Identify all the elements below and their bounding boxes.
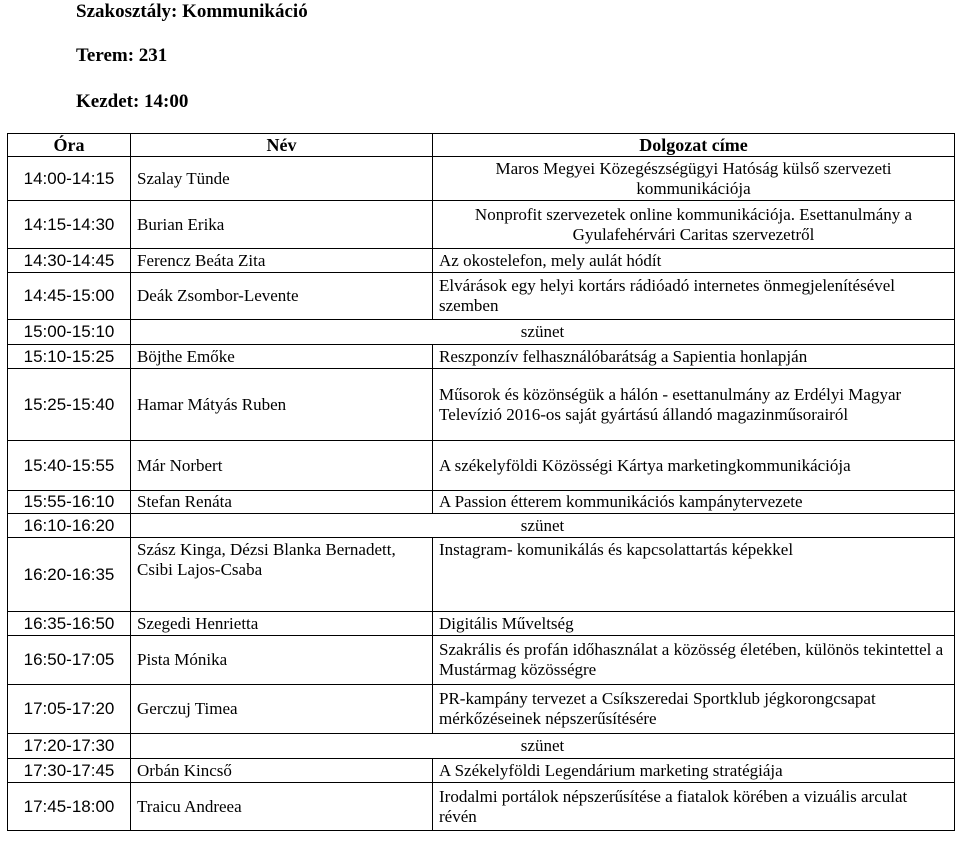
time-cell: 17:20-17:30	[8, 734, 131, 759]
room-label: Terem: 231	[76, 45, 168, 66]
title-cell: Műsorok és közönségük a hálón - esettanulmány az Erdélyi Magyar Televízió 2016-os saját gyártású állandó magazinműsorairól	[433, 369, 955, 441]
time-cell: 14:30-14:45	[8, 249, 131, 273]
name-cell: Orbán Kincső	[131, 759, 433, 783]
break-row	[8, 514, 955, 538]
time-cell: 15:00-15:10	[8, 320, 131, 345]
table-row	[8, 685, 955, 734]
table-row	[8, 441, 955, 491]
break-cell: szünet	[131, 514, 955, 538]
title-cell: Reszponzív felhasználóbarátság a Sapientia honlapján	[433, 345, 955, 369]
name-cell: Gerczuj Timea	[131, 685, 433, 734]
time-cell: 14:15-14:30	[8, 201, 131, 249]
title-cell: PR-kampány tervezet a Csíkszeredai Sportklub jégkorongcsapat mérkőzéseinek népszerűsítésére	[433, 685, 955, 734]
table-row	[8, 369, 955, 441]
column-header-time: Óra	[8, 134, 131, 157]
table-row	[8, 612, 955, 636]
time-cell: 15:40-15:55	[8, 441, 131, 491]
table-header-row	[8, 134, 955, 157]
table-row	[8, 759, 955, 783]
title-cell: Nonprofit szervezetek online kommunikációja. Esettanulmány a Gyulafehérvári Caritas szervezetről	[433, 201, 955, 249]
column-header-title: Dolgozat címe	[433, 134, 955, 157]
time-cell: 16:35-16:50	[8, 612, 131, 636]
title-cell: Digitális Műveltség	[433, 612, 955, 636]
time-cell: 17:45-18:00	[8, 783, 131, 831]
time-cell: 15:10-15:25	[8, 345, 131, 369]
name-cell: Traicu Andreea	[131, 783, 433, 831]
schedule-table	[7, 133, 955, 831]
title-cell: Az okostelefon, mely aulát hódít	[433, 249, 955, 273]
name-cell: Szalay Tünde	[131, 157, 433, 201]
title-cell: Szakrális és profán időhasználat a közösség életében, különös tekintettel a Mustármag közösségre	[433, 636, 955, 685]
name-cell: Szász Kinga, Dézsi Blanka Bernadett, Csibi Lajos-Csaba	[131, 538, 433, 612]
name-cell: Már Norbert	[131, 441, 433, 491]
time-cell: 14:45-15:00	[8, 273, 131, 320]
time-cell: 17:05-17:20	[8, 685, 131, 734]
title-cell: A székelyföldi Közösségi Kártya marketingkommunikációja	[433, 441, 955, 491]
table-row	[8, 201, 955, 249]
name-cell: Burian Erika	[131, 201, 433, 249]
time-cell: 16:50-17:05	[8, 636, 131, 685]
name-cell: Deák Zsombor-Levente	[131, 273, 433, 320]
table-row	[8, 538, 955, 612]
table-row	[8, 783, 955, 831]
name-cell: Pista Mónika	[131, 636, 433, 685]
column-header-name: Név	[131, 134, 433, 157]
title-cell: A Passion étterem kommunikációs kampánytervezete	[433, 491, 955, 514]
break-row	[8, 320, 955, 345]
section-title: Szakosztály: Kommunikáció	[76, 1, 308, 22]
start-time-label: Kezdet: 14:00	[76, 91, 189, 112]
name-cell: Ferencz Beáta Zita	[131, 249, 433, 273]
table-row	[8, 636, 955, 685]
table-row	[8, 491, 955, 514]
name-cell: Hamar Mátyás Ruben	[131, 369, 433, 441]
time-cell: 14:00-14:15	[8, 157, 131, 201]
title-cell: Instagram- komunikálás és kapcsolattartás képekkel	[433, 538, 955, 612]
table-row	[8, 249, 955, 273]
name-cell: Böjthe Emőke	[131, 345, 433, 369]
table-row	[8, 345, 955, 369]
title-cell: A Székelyföldi Legendárium marketing stratégiája	[433, 759, 955, 783]
name-cell: Stefan Renáta	[131, 491, 433, 514]
time-cell: 16:20-16:35	[8, 538, 131, 612]
time-cell: 17:30-17:45	[8, 759, 131, 783]
break-row	[8, 734, 955, 759]
break-cell: szünet	[131, 320, 955, 345]
break-cell: szünet	[131, 734, 955, 759]
title-cell: Irodalmi portálok népszerűsítése a fiatalok körében a vizuális arculat révén	[433, 783, 955, 831]
time-cell: 15:25-15:40	[8, 369, 131, 441]
title-cell: Elvárások egy helyi kortárs rádióadó internetes önmegjelenítésével szemben	[433, 273, 955, 320]
time-cell: 16:10-16:20	[8, 514, 131, 538]
table-row	[8, 157, 955, 201]
title-cell: Maros Megyei Közegészségügyi Hatóság külső szervezeti kommunikációja	[433, 157, 955, 201]
name-cell: Szegedi Henrietta	[131, 612, 433, 636]
table-row	[8, 273, 955, 320]
time-cell: 15:55-16:10	[8, 491, 131, 514]
